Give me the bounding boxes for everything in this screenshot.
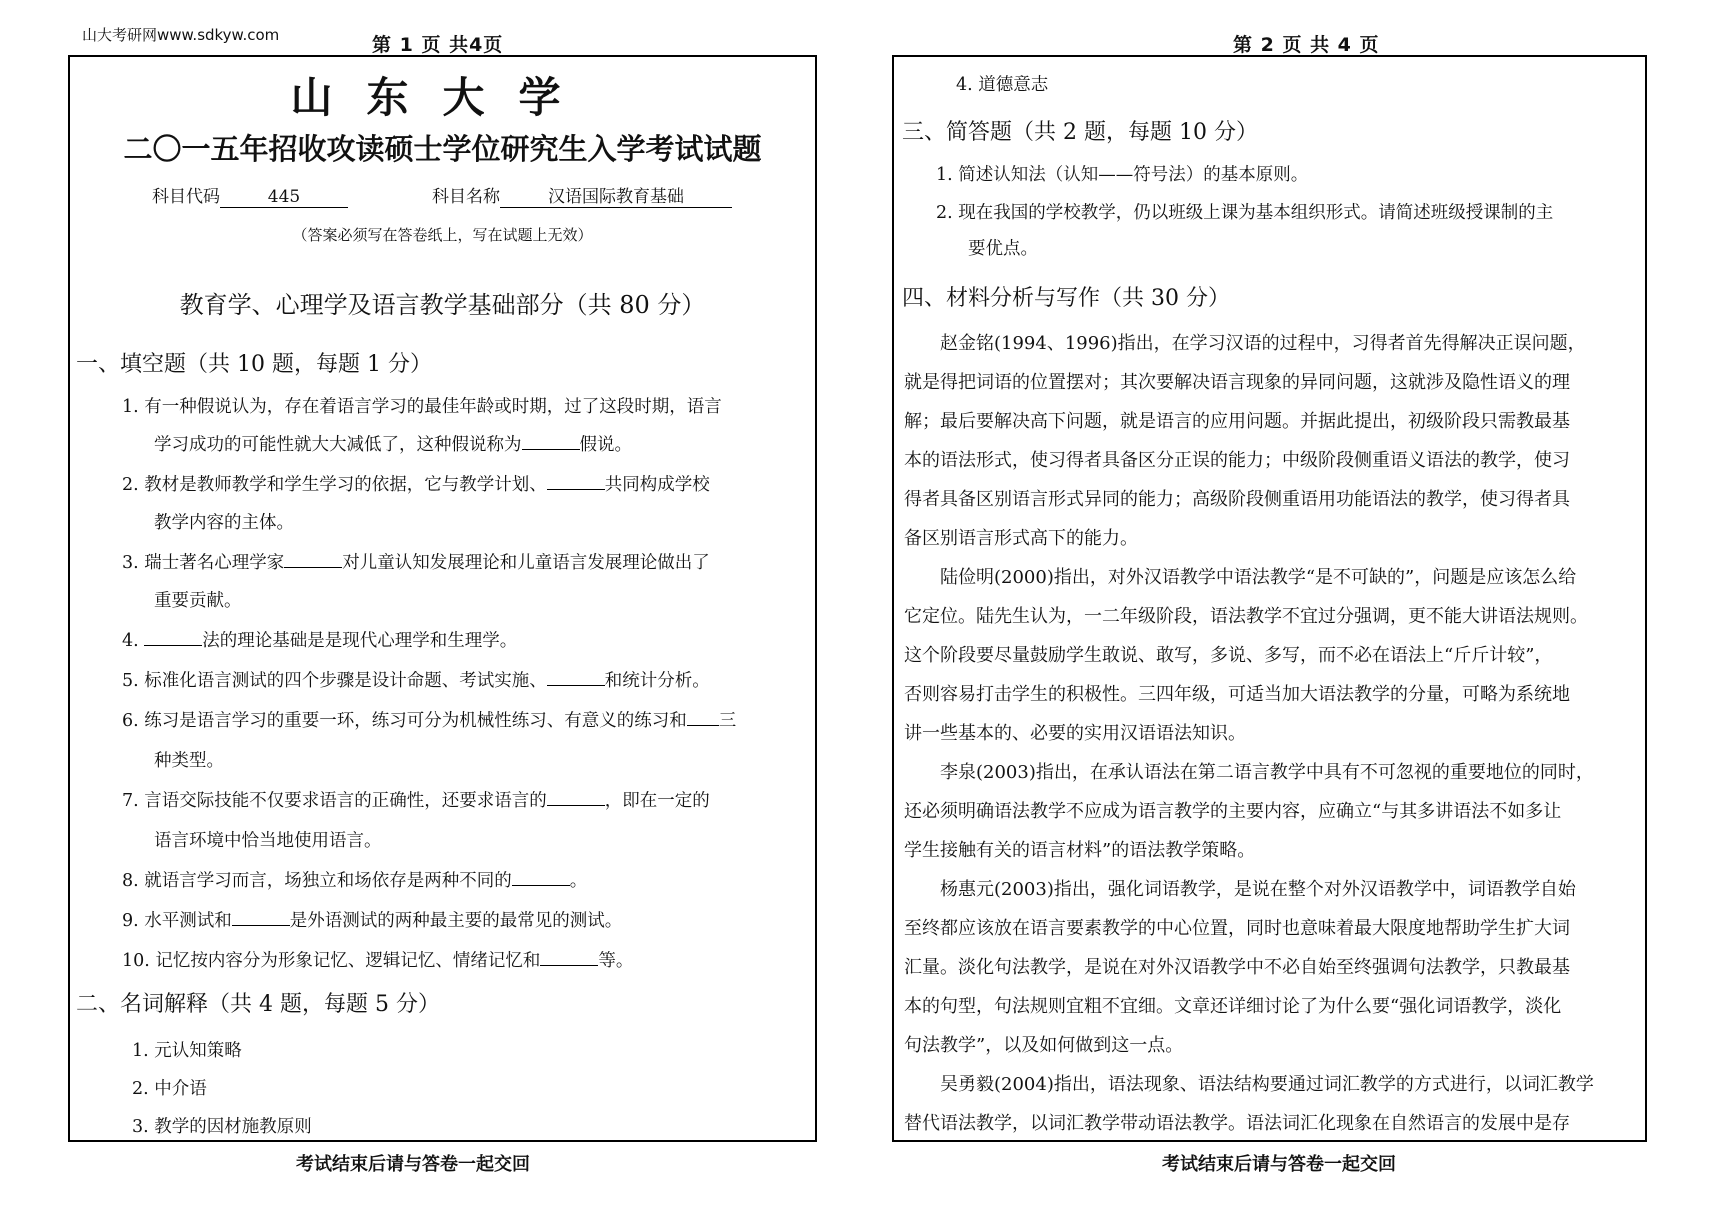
question-4: 4. 法的理论基础是是现代心理学和生理学。 <box>122 631 518 651</box>
passage-line: 替代语法教学，以词汇教学带动语法教学。语法词汇化现象在自然语言的发展中是存 <box>904 1113 1570 1134</box>
answer-blank <box>547 489 605 490</box>
passage-line: 讲一些基本的、必要的实用汉语语法知识。 <box>904 723 1246 744</box>
passage-line: 学生接触有关的语言材料”的语法教学策略。 <box>904 840 1256 861</box>
exam-page-1 <box>68 55 817 1142</box>
passage-line: 至终都应该放在语言要素教学的中心位置，同时也意味着最大限度地帮助学生扩大词 <box>904 918 1570 939</box>
answer-blank <box>687 725 719 726</box>
passage-line: 得者具备区别语言形式异同的能力；高级阶段侧重语用功能语法的教学，使习得者具 <box>904 489 1570 510</box>
passage-line: 否则容易打击学生的积极性。三四年级，可适当加大语法教学的分量，可略为系统地 <box>904 684 1570 705</box>
passage-line: 就是得把词语的位置摆对；其次要解决语言现象的异同问题，这就涉及隐性语义的理 <box>904 372 1570 393</box>
section-1-title: 一、填空题（共 10 题，每题 1 分） <box>76 352 432 377</box>
page-number-right: 第 2 页 共 4 页 <box>1233 34 1380 56</box>
term-item: 2. 中介语 <box>132 1079 207 1099</box>
question-10: 10. 记忆按内容分为形象记忆、逻辑记忆、情绪记忆和 等。 <box>122 951 634 971</box>
answer-blank <box>547 805 605 806</box>
passage-line: 本的语法形式，使习得者具备区分正误的能力；中级阶段侧重语义语法的教学，使习 <box>904 450 1570 471</box>
passage-line: 赵金铭(1994、1996)指出，在学习汉语的过程中，习得者首先得解决正误问题， <box>940 333 1586 354</box>
exam-page-2 <box>892 55 1647 1142</box>
question-2: 2. 教材是教师教学和学生学习的依据，它与教学计划、 共同构成学校 <box>122 475 710 495</box>
subject-name-label: 科目名称 <box>432 187 500 207</box>
footer-notice-left: 考试结束后请与答卷一起交回 <box>296 1154 530 1175</box>
answer-notice: （答案必须写在答卷纸上，写在试题上无效） <box>292 226 593 244</box>
question-5: 5. 标准化语言测试的四个步骤是设计命题、考试实施、 和统计分析。 <box>122 671 710 691</box>
question-1: 1. 有一种假说认为，存在着语言学习的最佳年龄或时期，过了这段时期，语言 <box>122 397 722 417</box>
question-8: 8. 就语言学习而言，场独立和场依存是两种不同的 。 <box>122 871 588 891</box>
section-4-title: 四、材料分析与写作（共 30 分） <box>902 286 1230 311</box>
exam-title: 二〇一五年招收攻读硕士学位研究生入学考试试题 <box>123 132 762 166</box>
question-6-cont: 种类型。 <box>154 751 224 771</box>
section-2-title: 二、名词解释（共 4 题，每题 5 分） <box>76 992 440 1017</box>
page-number-left: 第 1 页 共4页 <box>372 34 504 56</box>
passage-line: 杨惠元(2003)指出，强化词语教学，是说在整个对外汉语教学中，词语教学自始 <box>940 879 1576 900</box>
short-answer-2-cont: 要优点。 <box>968 239 1038 259</box>
answer-blank <box>284 567 342 568</box>
part-title: 教育学、心理学及语言教学基础部分（共 80 分） <box>179 291 706 319</box>
term-item: 4. 道德意志 <box>956 75 1049 95</box>
passage-line: 解；最后要解决高下问题，就是语言的应用问题。并据此提出，初级阶段只需教最基 <box>904 411 1570 432</box>
section-3-title: 三、简答题（共 2 题，每题 10 分） <box>902 120 1258 145</box>
footer-notice-right: 考试结束后请与答卷一起交回 <box>1162 1154 1396 1175</box>
passage-line: 李泉(2003)指出，在承认语法在第二语言教学中具有不可忽视的重要地位的同时， <box>940 762 1594 783</box>
answer-blank <box>232 925 290 926</box>
subject-code: 445 <box>220 187 348 208</box>
answer-blank <box>144 645 202 646</box>
short-answer-1: 1. 简述认知法（认知——符号法）的基本原则。 <box>936 165 1309 185</box>
question-7-cont: 语言环境中恰当地使用语言。 <box>154 831 382 851</box>
passage-line: 陆俭明(2000)指出，对外汉语教学中语法教学“是不可缺的”，问题是应该怎么给 <box>940 567 1577 588</box>
passage-line: 这个阶段要尽量鼓励学生敢说、敢写，多说、多写，而不必在语法上“斤斤计较”， <box>904 645 1553 666</box>
answer-blank <box>547 685 605 686</box>
site-watermark: 山大考研网www.sdkyw.com <box>82 26 280 44</box>
passage-line: 它定位。陆先生认为，一二年级阶段，语法教学不宜过分强调，更不能大讲语法规则。 <box>904 606 1588 627</box>
subject-code-label: 科目代码 <box>152 187 220 207</box>
passage-line: 汇量。淡化句法教学，是说在对外汉语教学中不必自始至终强调句法教学，只教最基 <box>904 957 1570 978</box>
term-item: 1. 元认知策略 <box>132 1041 242 1061</box>
passage-line: 吴勇毅(2004)指出，语法现象、语法结构要通过词汇教学的方式进行，以词汇教学 <box>940 1074 1594 1095</box>
question-2-cont: 教学内容的主体。 <box>154 513 294 533</box>
question-7: 7. 言语交际技能不仅要求语言的正确性，还要求语言的 ，即在一定的 <box>122 791 710 811</box>
passage-line: 还必须明确语法教学不应成为语言教学的主要内容，应确立“与其多讲语法不如多让 <box>904 801 1562 822</box>
short-answer-2: 2. 现在我国的学校教学，仍以班级上课为基本组织形式。请简述班级授课制的主 <box>936 203 1554 223</box>
question-3: 3. 瑞士著名心理学家 对儿童认知发展理论和儿童语言发展理论做出了 <box>122 553 710 573</box>
passage-line: 句法教学”，以及如何做到这一点。 <box>904 1035 1184 1056</box>
question-6: 6. 练习是语言学习的重要一环，练习可分为机械性练习、有意义的练习和 三 <box>122 711 737 731</box>
answer-blank <box>522 449 580 450</box>
passage-line: 本的句型，句法规则宜粗不宜细。文章还详细讨论了为什么要“强化词语教学，淡化 <box>904 996 1562 1017</box>
subject-name: 汉语国际教育基础 <box>500 182 732 208</box>
term-item: 3. 教学的因材施教原则 <box>132 1117 312 1137</box>
question-9: 9. 水平测试和 是外语测试的两种最主要的最常见的测试。 <box>122 911 623 931</box>
question-1-cont: 学习成功的可能性就大大减低了，这种假说称为 假说。 <box>154 435 632 455</box>
subject-code-row <box>152 182 348 208</box>
question-3-cont: 重要贡献。 <box>154 591 242 611</box>
university-name: 山东大学 <box>290 73 595 122</box>
answer-blank <box>540 965 598 966</box>
passage-line: 备区别语言形式高下的能力。 <box>904 528 1138 549</box>
subject-name-row <box>432 182 732 208</box>
answer-blank <box>512 885 570 886</box>
